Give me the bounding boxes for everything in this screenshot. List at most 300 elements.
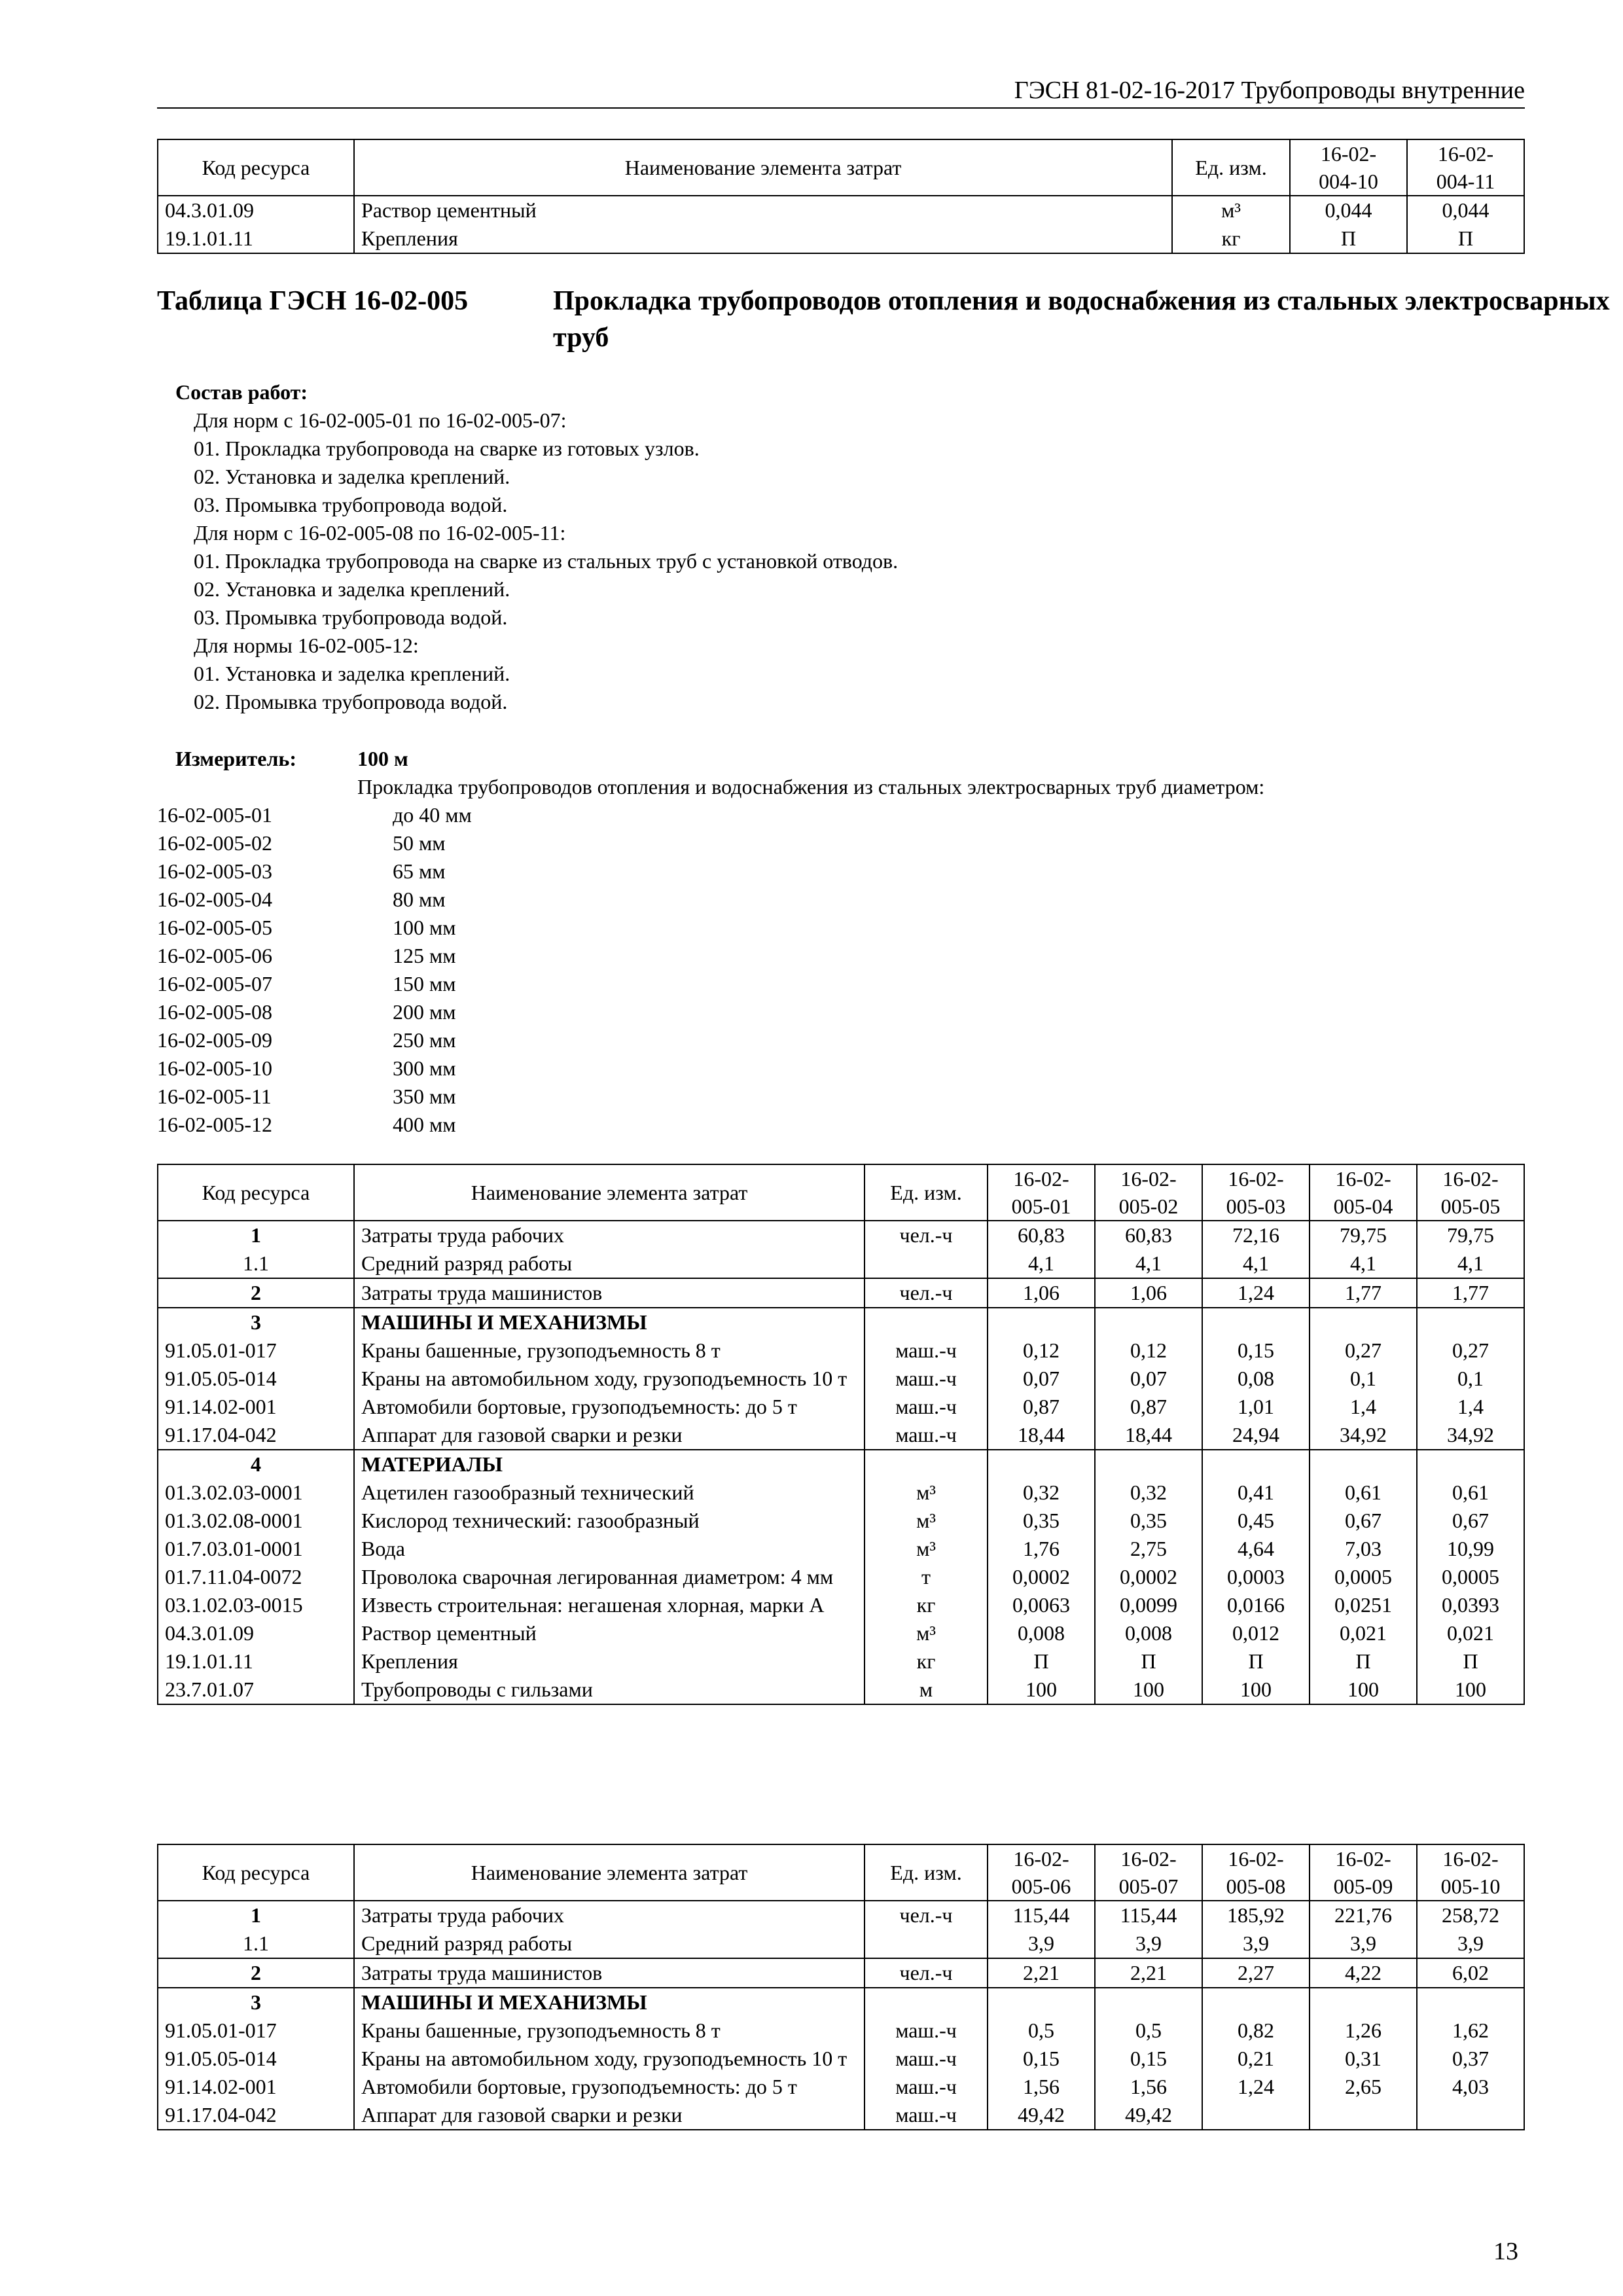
cell-value: 2,75 [1095,1535,1202,1563]
cell-value: П [988,1647,1095,1676]
col-header-norm: 16-02- 005-08 [1202,1844,1310,1901]
cell-value: 0,12 [988,1336,1095,1365]
cell-value: 49,42 [1095,2101,1202,2130]
table-row [158,1676,1524,1704]
resource-table-1 [157,1164,1525,1705]
measure-item [157,1083,1531,1111]
cell-value: 0,87 [988,1393,1095,1421]
cell-name: Раствор цементный [354,1619,865,1647]
cell-value: 0,82 [1202,2017,1310,2045]
cell-code: 04.3.01.09 [158,1619,354,1647]
cell-value: 0,008 [1095,1619,1202,1647]
cell-value: 115,44 [988,1901,1095,1929]
table-row [158,1958,1524,1988]
cell-value [1417,1308,1524,1336]
table-row [158,1563,1524,1591]
cell-value: 0,35 [988,1507,1095,1535]
cell-value: 24,94 [1202,1421,1310,1450]
cell-value: 1,4 [1417,1393,1524,1421]
measure-item-code: 16-02-005-11 [157,1085,272,1108]
cell-value: 0,0005 [1417,1563,1524,1591]
cell-value: 4,1 [1202,1249,1310,1278]
measure-item [157,886,1531,914]
cell-value: 0,012 [1202,1619,1310,1647]
cell-name: Средний разряд работы [354,1929,865,1958]
cell-value: 100 [1095,1676,1202,1704]
cell-value: 3,9 [1095,1929,1202,1958]
cell-value: 60,83 [1095,1221,1202,1249]
measure-item-code: 16-02-005-09 [157,1028,272,1052]
cell-unit: маш.-ч [865,2073,988,2101]
measure-item [157,998,1531,1026]
cell-value: 3,9 [1310,1929,1417,1958]
cell-value: 0,1 [1417,1365,1524,1393]
cell-code: 01.3.02.03-0001 [158,1479,354,1507]
cell-value: 18,44 [988,1421,1095,1450]
cell-value: 1,24 [1202,1278,1310,1308]
measure-value: 100 м [357,747,408,770]
cell-value: 0,32 [1095,1479,1202,1507]
measure-items [157,801,1531,1139]
measure-item [157,914,1531,942]
cell-name: Затраты труда машинистов [354,1278,865,1308]
cell-value [1310,1988,1417,2017]
cell-code: 91.14.02-001 [158,2073,354,2101]
measure-item-code: 16-02-005-08 [157,1000,272,1024]
cell-code: 91.14.02-001 [158,1393,354,1421]
cell-unit: чел.-ч [865,1278,988,1308]
work-line: Для норм с 16-02-005-08 по 16-02-005-11: [194,521,566,545]
cell-value: П [1095,1647,1202,1676]
cell-value: 2,65 [1310,2073,1417,2101]
col-header-norm: 16-02- 005-09 [1310,1844,1417,1901]
cell-unit: м³ [865,1507,988,1535]
cell-value [1417,1988,1524,2017]
cell-code: 2 [158,1958,354,1988]
cell-name: Вода [354,1535,865,1563]
table-row [158,2073,1524,2101]
measure-item [157,942,1531,970]
work-line: 01. Прокладка трубопровода на сварке из готовых узлов. [194,437,700,460]
cell-value: 100 [988,1676,1095,1704]
cell-unit: т [865,1563,988,1591]
table-row [158,1929,1524,1958]
cell-value [1095,1988,1202,2017]
table-row: 04.3.01.09 Раствор цементный м³ 0,044 0,044 [158,196,1524,224]
cell-code: 91.17.04-042 [158,2101,354,2130]
table-row [158,2017,1524,2045]
top-table [157,139,1525,254]
measure-item [157,857,1531,886]
work-line: 02. Промывка трубопровода водой. [194,690,508,713]
cell-value: 0,41 [1202,1479,1310,1507]
cell-value: 0,021 [1310,1619,1417,1647]
cell-value: 100 [1417,1676,1524,1704]
cell-value: 49,42 [988,2101,1095,2130]
measure-item-diameter: 150 мм [393,972,456,996]
cell-unit [865,1450,988,1479]
cell-value: 0,15 [1202,1336,1310,1365]
table-row [158,1393,1524,1421]
cell-name: Проволока сварочная легированная диаметром: 4 мм [354,1563,865,1591]
cell-code: 1.1 [158,1249,354,1278]
measure-item [157,1054,1531,1083]
table-row [158,1988,1524,2017]
cell-value: 4,1 [1095,1249,1202,1278]
measure-item-diameter: 125 мм [393,944,456,967]
col-header-name: Наименование элемента затрат [354,1164,865,1221]
cell-value [988,1308,1095,1336]
cell-value [988,1450,1095,1479]
measure-item-code: 16-02-005-01 [157,803,272,827]
cell-value: 1,26 [1310,2017,1417,2045]
cell-value: 185,92 [1202,1901,1310,1929]
measure-item-diameter: 300 мм [393,1056,456,1080]
cell-unit: маш.-ч [865,1336,988,1365]
cell-unit: м³ [865,1535,988,1563]
cell-value: 2,21 [988,1958,1095,1988]
cell-value: 0,37 [1417,2045,1524,2073]
cell-value: 0,021 [1417,1619,1524,1647]
cell-name: Автомобили бортовые, грузоподъемность: до 5 т [354,1393,865,1421]
cell-code: 3 [158,1308,354,1336]
cell-value: 0,45 [1202,1507,1310,1535]
measure-item [157,970,1531,998]
cell-value: 0,15 [1095,2045,1202,2073]
col-header-name: Наименование элемента затрат [354,139,1172,196]
cell-value: 0,67 [1417,1507,1524,1535]
table-row [158,1591,1524,1619]
cell-value: П [1202,1647,1310,1676]
cell-value: 0,0099 [1095,1591,1202,1619]
cell-value: 0,0393 [1417,1591,1524,1619]
cell-code: 1.1 [158,1929,354,1958]
cell-name: Краны на автомобильном ходу, грузоподъемность 10 т [354,1365,865,1393]
col-header-norm: 16-02- 005-05 [1417,1164,1524,1221]
cell-code: 91.05.05-014 [158,2045,354,2073]
section-code: Таблица ГЭСН 16-02-005 [157,286,469,316]
cell-value: 1,77 [1417,1278,1524,1308]
col-header-name: Наименование элемента затрат [354,1844,865,1901]
cell-value: 0,0251 [1310,1591,1417,1619]
measure-item-code: 16-02-005-10 [157,1056,272,1080]
cell-code: 4 [158,1450,354,1479]
measure-item-code: 16-02-005-06 [157,944,272,967]
table-row [158,1479,1524,1507]
cell-value: 0,31 [1310,2045,1417,2073]
table-row [158,1278,1524,1308]
cell-value: 0,27 [1417,1336,1524,1365]
work-line: 01. Прокладка трубопровода на сварке из стальных труб с установкой отводов. [194,549,899,573]
cell-value [1310,2101,1417,2130]
cell-code: 91.05.05-014 [158,1365,354,1393]
cell-code: 91.05.01-017 [158,2017,354,2045]
cell-name: Автомобили бортовые, грузоподъемность: до 5 т [354,2073,865,2101]
col-header-unit: Ед. изм. [865,1844,988,1901]
cell-value: 0,61 [1310,1479,1417,1507]
cell-value: 1,62 [1417,2017,1524,2045]
cell-name: Краны на автомобильном ходу, грузоподъемность 10 т [354,2045,865,2073]
cell-value: 4,03 [1417,2073,1524,2101]
resource-table-2 [157,1844,1525,2130]
cell-value: 0,5 [988,2017,1095,2045]
cell-value: 0,0003 [1202,1563,1310,1591]
cell-value: 2,21 [1095,1958,1202,1988]
measure-item-diameter: 200 мм [393,1000,456,1024]
header-title: ГЭСН 81-02-16-2017 Трубопроводы внутренние [1014,77,1525,104]
cell-value [1310,1308,1417,1336]
cell-value [1095,1450,1202,1479]
cell-unit: чел.-ч [865,1901,988,1929]
cell-value: 0,08 [1202,1365,1310,1393]
cell-value: 79,75 [1417,1221,1524,1249]
table-row [158,1901,1524,1929]
cell-value: 4,22 [1310,1958,1417,1988]
table-row [158,1421,1524,1450]
table-row [158,2101,1524,2130]
table-header-row [158,1844,1524,1901]
cell-value [1202,1450,1310,1479]
col-header-norm: 16-02- 005-06 [988,1844,1095,1901]
cell-value: 34,92 [1310,1421,1417,1450]
measure-desc: Прокладка трубопроводов отопления и водоснабжения из стальных электросварных труб диаметром: [357,775,1265,798]
col-header-norm: 16-02- 005-07 [1095,1844,1202,1901]
work-heading: Состав работ: [175,380,308,404]
cell-value: 1,77 [1310,1278,1417,1308]
cell-value: 1,06 [1095,1278,1202,1308]
cell-unit: кг [865,1591,988,1619]
measure-item-code: 16-02-005-04 [157,888,272,911]
col-header-code: Код ресурса [158,1844,354,1901]
cell-value [988,1988,1095,2017]
cell-value: 4,64 [1202,1535,1310,1563]
measure-item-code: 16-02-005-05 [157,916,272,939]
measure-item-diameter: 65 мм [393,859,446,883]
table-row [158,1507,1524,1535]
work-line: 02. Установка и заделка креплений. [194,577,510,601]
cell-name: Крепления [354,1647,865,1676]
cell-name: МАТЕРИАЛЫ [354,1450,865,1479]
table-row [158,1308,1524,1336]
cell-unit: маш.-ч [865,1421,988,1450]
measure-item [157,801,1531,829]
cell-name: МАШИНЫ И МЕХАНИЗМЫ [354,1308,865,1336]
cell-value: 6,02 [1417,1958,1524,1988]
cell-value: 0,12 [1095,1336,1202,1365]
measure-block [157,745,1531,1139]
cell-value: 0,35 [1095,1507,1202,1535]
cell-unit: маш.-ч [865,2017,988,2045]
cell-value: 0,67 [1310,1507,1417,1535]
cell-unit [865,1249,988,1278]
cell-unit [865,1929,988,1958]
table-row [158,1535,1524,1563]
col-header-unit: Ед. изм. [865,1164,988,1221]
cell-value: 0,61 [1417,1479,1524,1507]
cell-name: Затраты труда машинистов [354,1958,865,1988]
cell-unit: маш.-ч [865,1393,988,1421]
col-header-unit: Ед. изм. [1172,139,1290,196]
measure-item-code: 16-02-005-02 [157,831,272,855]
cell-value: 0,0063 [988,1591,1095,1619]
cell-value: 0,07 [1095,1365,1202,1393]
cell-value: П [1417,1647,1524,1676]
cell-value: 0,32 [988,1479,1095,1507]
cell-value: 1,56 [988,2073,1095,2101]
work-line: Для нормы 16-02-005-12: [194,634,419,657]
cell-value: 3,9 [1417,1929,1524,1958]
cell-unit: маш.-ч [865,2101,988,2130]
cell-value: 1,76 [988,1535,1095,1563]
col-header-norm: 16-02- 005-03 [1202,1164,1310,1221]
cell-code: 01.7.03.01-0001 [158,1535,354,1563]
cell-value [1095,1308,1202,1336]
measure-item-diameter: 400 мм [393,1113,456,1136]
cell-code: 01.7.11.04-0072 [158,1563,354,1591]
work-line: 03. Промывка трубопровода водой. [194,493,508,516]
table-row [158,1249,1524,1278]
col-header-norm: 16-02- 004-11 [1407,139,1524,196]
cell-name: Краны башенные, грузоподъемность 8 т [354,1336,865,1365]
cell-value: 0,008 [988,1619,1095,1647]
cell-name: Аппарат для газовой сварки и резки [354,1421,865,1450]
measure-item-code: 16-02-005-12 [157,1113,272,1136]
cell-unit: чел.-ч [865,1221,988,1249]
measure-item-code: 16-02-005-07 [157,972,272,996]
cell-value: 258,72 [1417,1901,1524,1929]
cell-value: 0,27 [1310,1336,1417,1365]
table-row [158,1221,1524,1249]
cell-name: МАШИНЫ И МЕХАНИЗМЫ [354,1988,865,2017]
cell-value: 1,06 [988,1278,1095,1308]
cell-unit: м³ [865,1479,988,1507]
cell-value: 34,92 [1417,1421,1524,1450]
measure-label: Измеритель: [175,747,296,770]
cell-value [1417,2101,1524,2130]
cell-code: 19.1.01.11 [158,1647,354,1676]
cell-value [1202,1308,1310,1336]
col-header-norm: 16-02- 004-10 [1290,139,1407,196]
cell-unit: маш.-ч [865,2045,988,2073]
measure-item-diameter: 50 мм [393,831,446,855]
cell-value: 0,5 [1095,2017,1202,2045]
work-line: 02. Установка и заделка креплений. [194,465,510,488]
page-header [157,73,1525,109]
table-row [158,1619,1524,1647]
cell-value: 4,1 [988,1249,1095,1278]
measure-item [157,1111,1531,1139]
cell-code: 1 [158,1221,354,1249]
cell-name: Трубопроводы с гильзами [354,1676,865,1704]
cell-code: 91.17.04-042 [158,1421,354,1450]
cell-value: 221,76 [1310,1901,1417,1929]
col-header-norm: 16-02- 005-02 [1095,1164,1202,1221]
cell-name: Известь строительная: негашеная хлорная, марки А [354,1591,865,1619]
cell-unit: кг [865,1647,988,1676]
cell-value: 1,24 [1202,2073,1310,2101]
cell-name: Краны башенные, грузоподъемность 8 т [354,2017,865,2045]
cell-value: 0,0002 [1095,1563,1202,1591]
cell-code: 2 [158,1278,354,1308]
cell-value: 0,07 [988,1365,1095,1393]
cell-code: 1 [158,1901,354,1929]
measure-item-diameter: 250 мм [393,1028,456,1052]
cell-value: 0,0005 [1310,1563,1417,1591]
cell-name: Затраты труда рабочих [354,1901,865,1929]
cell-value: 1,56 [1095,2073,1202,2101]
cell-value [1310,1450,1417,1479]
cell-value: 100 [1202,1676,1310,1704]
work-line: Для норм с 16-02-005-01 по 16-02-005-07: [194,408,567,432]
table-header-row [158,1164,1524,1221]
cell-code: 3 [158,1988,354,2017]
cell-name: Затраты труда рабочих [354,1221,865,1249]
cell-value: 79,75 [1310,1221,1417,1249]
col-header-code: Код ресурса [158,139,354,196]
cell-value: 4,1 [1310,1249,1417,1278]
cell-value: 72,16 [1202,1221,1310,1249]
cell-value: 1,4 [1310,1393,1417,1421]
cell-unit [865,1308,988,1336]
cell-value: 60,83 [988,1221,1095,1249]
cell-value: 0,15 [988,2045,1095,2073]
section-title: Прокладка трубопроводов отопления и водоснабжения из стальных электросварных труб [553,286,1610,353]
cell-name: Средний разряд работы [354,1249,865,1278]
cell-value: 4,1 [1417,1249,1524,1278]
work-lines [175,406,898,716]
cell-value: 2,27 [1202,1958,1310,1988]
cell-value: 3,9 [988,1929,1095,1958]
col-header-norm: 16-02- 005-04 [1310,1164,1417,1221]
cell-code: 23.7.01.07 [158,1676,354,1704]
col-header-norm: 16-02- 005-01 [988,1164,1095,1221]
cell-name: Ацетилен газообразный технический [354,1479,865,1507]
work-line: 03. Промывка трубопровода водой. [194,605,508,629]
cell-value: 0,0166 [1202,1591,1310,1619]
cell-value: 115,44 [1095,1901,1202,1929]
col-header-code: Код ресурса [158,1164,354,1221]
table-row [158,1647,1524,1676]
cell-value: 7,03 [1310,1535,1417,1563]
table-row: 19.1.01.11 Крепления кг П П [158,224,1524,253]
table-row [158,1336,1524,1365]
cell-value [1202,2101,1310,2130]
cell-value: 1,01 [1202,1393,1310,1421]
cell-name: Аппарат для газовой сварки и резки [354,2101,865,2130]
measure-item [157,1026,1531,1054]
measure-item-diameter: 80 мм [393,888,446,911]
cell-value: 0,87 [1095,1393,1202,1421]
measure-item-diameter: 100 мм [393,916,456,939]
cell-value [1202,1988,1310,2017]
measure-item [157,829,1531,857]
cell-name: Кислород технический: газообразный [354,1507,865,1535]
cell-value: 18,44 [1095,1421,1202,1450]
cell-unit: чел.-ч [865,1958,988,1988]
table-row [158,2045,1524,2073]
work-line: 01. Установка и заделка креплений. [194,662,510,685]
measure-item-code: 16-02-005-03 [157,859,272,883]
cell-value: 3,9 [1202,1929,1310,1958]
cell-value [1417,1450,1524,1479]
cell-unit: маш.-ч [865,1365,988,1393]
col-header-norm: 16-02- 005-10 [1417,1844,1524,1901]
cell-code: 91.05.01-017 [158,1336,354,1365]
cell-code: 03.1.02.03-0015 [158,1591,354,1619]
cell-code: 01.3.02.08-0001 [158,1507,354,1535]
work-composition [175,378,898,716]
cell-value: 0,21 [1202,2045,1310,2073]
